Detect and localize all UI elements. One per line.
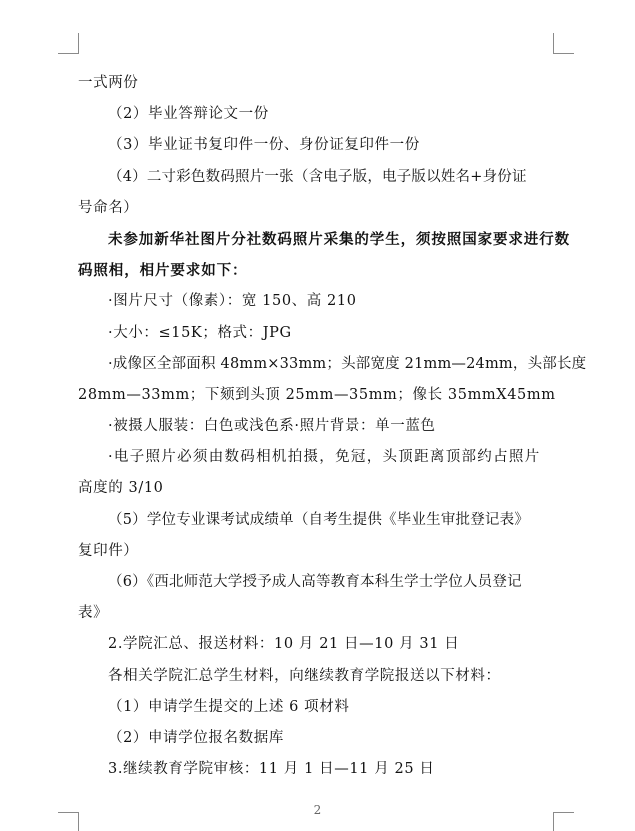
paragraph-line: 一式两份 [78,75,139,91]
paragraph-line: 高度的 3/10 [78,480,164,497]
list-item: （5）学位专业课考试成绩单（自考生提供《毕业生审批登记表》 [108,511,530,528]
bullet-item: ·大小：≤15K；格式：JPG [108,324,292,341]
paragraph-line: 号命名） [78,199,139,216]
list-item: （1）申请学生提交的上述 6 项材料 [108,698,350,715]
crop-mark-top-right [553,33,574,54]
list-item: （3）毕业证书复印件一份、身份证复印件一份 [108,137,420,154]
paragraph-line: 表》 [78,605,109,622]
bold-notice-line: 码照相，相片要求如下： [78,262,248,280]
list-item: （6）《西北师范大学授予成人高等教育本科生学士学位人员登记 [108,574,522,590]
bullet-item: ·电子照片必须由数码相机拍摄，免冠，头顶距离顶部约占照片 [108,449,541,466]
bullet-item: ·成像区全部面积 48mm×33mm；头部宽度 21mm—24mm，头部长度 [108,355,587,372]
page-number: 2 [313,803,322,817]
list-item: （2）毕业答辩论文一份 [108,106,269,123]
document-body [78,68,587,785]
paragraph-line: 各相关学院汇总学生材料，向继续教育学院报送以下材料： [108,667,501,684]
list-item: （2）申请学位报名数据库 [108,729,284,746]
bullet-item: ·图片尺寸（像素）：宽 150、高 210 [108,293,357,310]
list-item: （4）二寸彩色数码照片一张（含电子版，电子版以姓名+身份证 [108,168,527,185]
section-heading: 3.继续教育学院审核：11 月 1 日—11 月 25 日 [108,761,435,778]
crop-mark-top-left [58,33,79,54]
paragraph-line: 复印件） [78,542,139,559]
bullet-item: ·被摄人服装：白色或浅色系·照片背景：单一蓝色 [108,418,436,435]
paragraph-line: 28mm—33mm；下颏到头顶 25mm—35mm；像长 35mmX45mm [78,386,556,403]
section-heading: 2.学院汇总、报送材料：10 月 21 日—10 月 31 日 [108,636,460,653]
bold-notice-line: 未参加新华社图片分社数码照片采集的学生，须按照国家要求进行数 [108,230,570,248]
